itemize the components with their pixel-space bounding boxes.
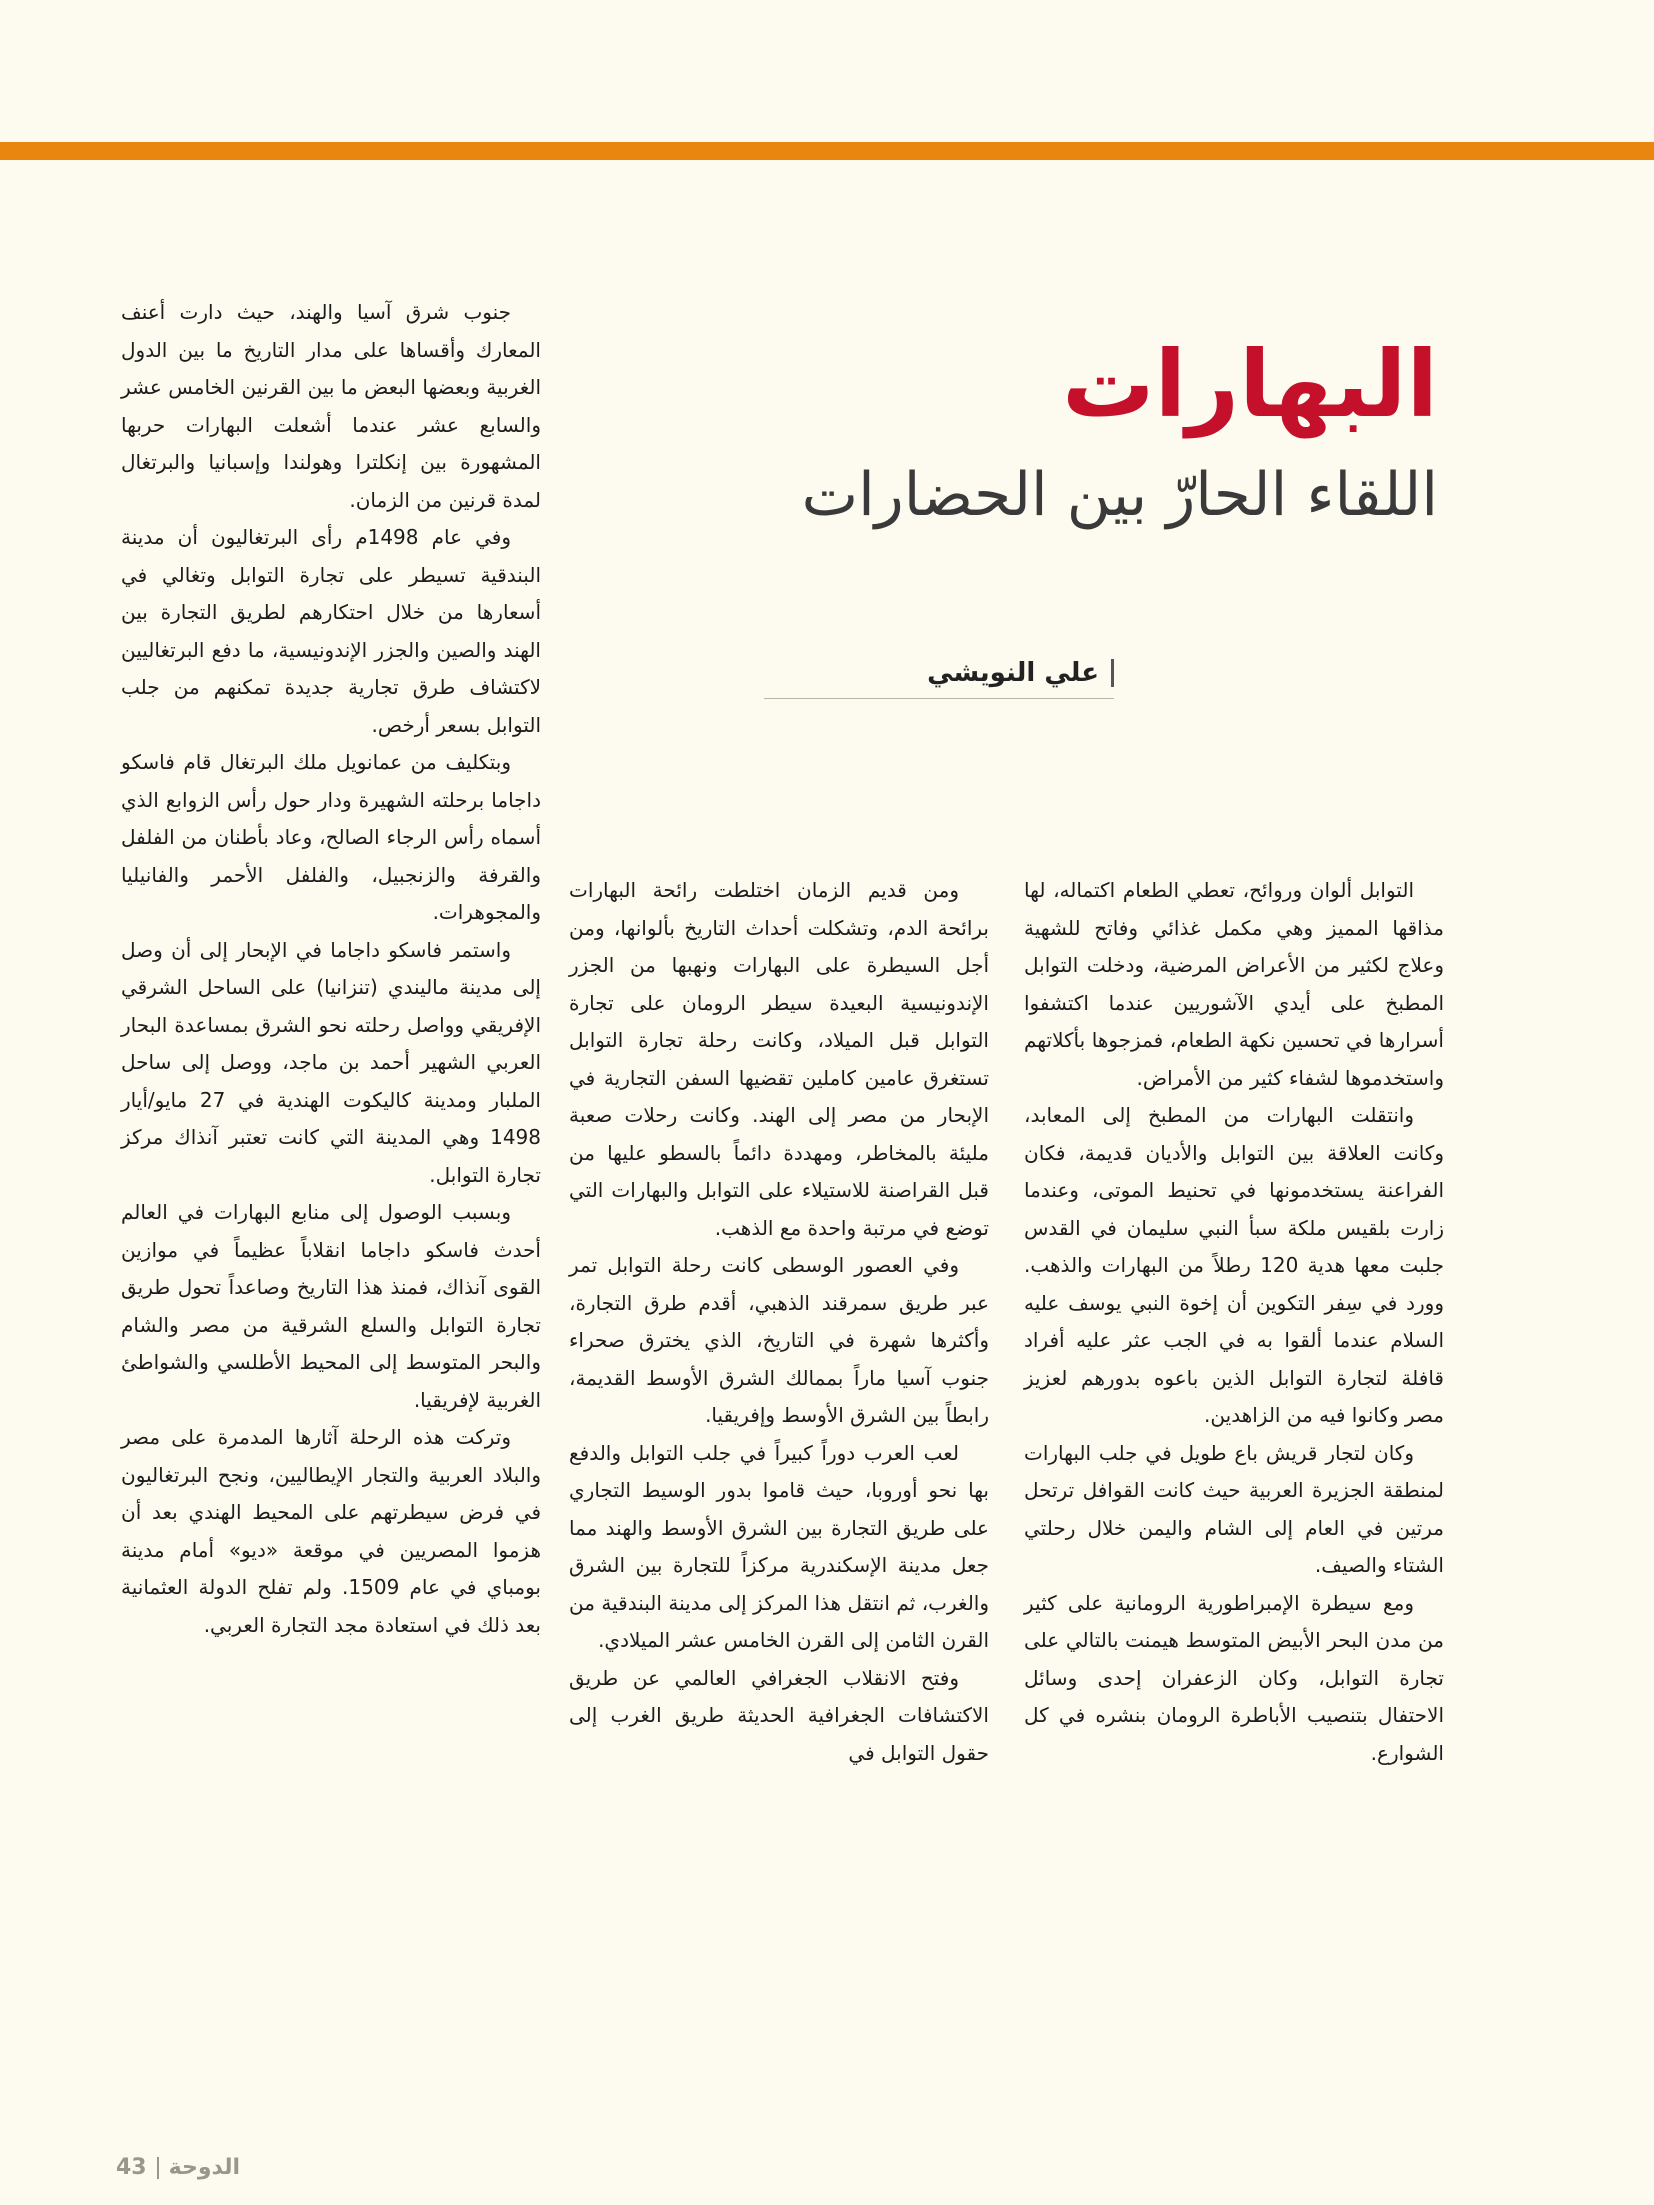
paragraph: التوابل ألوان وروائح، تعطي الطعام اكتماله، لها مذاقها المميز وهي مكمل غذائي وفاتح للشهية وعلاج لكثير من الأعراض المرضية، ودخلت التوابل المطبخ على أيدي الآشوريين عندما اكتشفوا أسرارها في تحسين نكهة الطعام، فمزجوها بأكلاتهم واستخدموها لشفاء كثير من الأمراض.: [1024, 878, 1444, 1090]
page-number: 43: [116, 2155, 147, 2180]
text-column-middle: [569, 872, 989, 1772]
author-name: علي النويشي: [927, 658, 1099, 688]
paragraph: وبتكليف من عمانويل ملك البرتغال قام فاسكو داجاما برحلته الشهيرة ودار حول رأس الزوابع الذي أسماه رأس الرجاء الصالح، وعاد بأطنان من الفلفل والقرفة والزنجبيل، والفلفل الأحمر والفانيليا والمجوهرات.: [121, 750, 541, 924]
byline-divider: [1111, 659, 1114, 687]
paragraph: لعب العرب دوراً كبيراً في جلب التوابل والدفع بها نحو أوروبا، حيث قاموا بدور الوسيط التجاري على طريق التجارة بين الشرق الأوسط والهند مما جعل مدينة الإسكندرية مركزاً للتجارة بين الشرق والغرب، ثم انتقل هذا المركز إلى مدينة البندقية من القرن الثامن إلى القرن الخامس عشر الميلادي.: [569, 1440, 989, 1652]
article-title: البهارات: [1062, 331, 1438, 438]
magazine-name: الدوحة: [168, 2155, 241, 2180]
paragraph: واستمر فاسكو داجاما في الإبحار إلى أن وصل إلى مدينة ماليندي (تنزانيا) على الساحل الشرقي الإفريقي وواصل رحلته نحو الشرق بمساعدة البحار العربي الشهير أحمد بن ماجد، ووصل إلى ساحل الملبار ومدينة كاليكوت الهندية في 27 مايو/أيار 1498 وهي المدينة التي كانت تعتبر آنذاك مركز تجارة التوابل.: [121, 937, 541, 1187]
top-accent-rule: [0, 142, 1654, 160]
paragraph: وبسبب الوصول إلى منابع البهارات في العالم أحدث فاسكو داجاما انقلاباً عظيماً في موازين القوى آنذاك، فمنذ هذا التاريخ وصاعداً تحول طريق تجارة التوابل والسلع الشرقية من مصر والشام والبحر المتوسط إلى المحيط الأطلسي والشواطئ الغربية لإفريقيا.: [121, 1200, 541, 1412]
paragraph: وانتقلت البهارات من المطبخ إلى المعابد، وكانت العلاقة بين التوابل والأديان قديمة، فكان الفراعنة يستخدمونها في تحنيط الموتى، وعندما زارت بلقيس ملكة سبأ النبي سليمان في القدس جلبت معها هدية 120 رطلاً من البهارات والذهب. وورد في سِفر التكوين أن إخوة النبي يوسف عليه السلام عندما ألقوا به في الجب عثر عليه أفراد قافلة لتجارة التوابل الذين باعوه بدورهم لعزيز مصر وكانوا فيه من الزاهدين.: [1024, 1103, 1444, 1427]
paragraph: ومع سيطرة الإمبراطورية الرومانية على كثير من مدن البحر الأبيض المتوسط هيمنت بالتالي على تجارة التوابل، وكان الزعفران إحدى وسائل الاحتفال بتنصيب الأباطرة الرومان بنشره في كل الشوارع.: [1024, 1590, 1444, 1765]
paragraph: جنوب شرق آسيا والهند، حيث دارت أعنف المعارك وأقساها على مدار التاريخ ما بين الدول الغربية وبعضها البعض ما بين القرنين الخامس عشر والسابع عشر عندما أشعلت البهارات حربها المشهورة بين إنكلترا وهولندا وإسبانيا والبرتغال لمدة قرنين من الزمان.: [121, 300, 541, 512]
paragraph: وتركت هذه الرحلة آثارها المدمرة على مصر والبلاد العربية والتجار الإيطاليين، ونجح البرتغاليون في فرض سيطرتهم على المحيط الهندي بعد أن هزموا المصريين في موقعة «ديو» أمام مدينة بومباي في عام 1509. ولم تفلح الدولة العثمانية بعد ذلك في استعادة مجد التجارة العربي.: [121, 1425, 541, 1637]
text-column-left: [121, 294, 541, 1644]
paragraph: وفتح الانقلاب الجغرافي العالمي عن طريق الاكتشافات الجغرافية الحديثة طريق الغرب إلى حقول التوابل في: [569, 1665, 989, 1765]
paragraph: وفي عام 1498م رأى البرتغاليون أن مدينة البندقية تسيطر على تجارة التوابل وتغالي في أسعارها من خلال احتكارهم لطريق التجارة بين الهند والصين والجزر الإندونيسية، ما دفع البرتغاليين لاكتشاف طرق تجارية جديدة تمكنهم من جلب التوابل بسعر أرخص.: [121, 525, 541, 737]
article-subtitle: اللقاء الحارّ بين الحضارات: [801, 460, 1438, 530]
paragraph: ومن قديم الزمان اختلطت رائحة البهارات برائحة الدم، وتشكلت أحداث التاريخ بألوانها، ومن أجل السيطرة على البهارات ونهبها من الجزر الإندونيسية البعيدة سيطر الرومان على تجارة التوابل قبل الميلاد، وكانت رحلة تجارة التوابل تستغرق عامين كاملين تقضيها السفن التجارية في الإبحار من مصر إلى الهند. وكانت رحلات صعبة مليئة بالمخاطر، ومهددة دائماً بالسطو عليها من قبل القراصنة للاستيلاء على التوابل والبهارات التي توضع في مرتبة واحدة مع الذهب.: [569, 878, 989, 1240]
footer-divider: [157, 2157, 159, 2179]
page-footer: [116, 2155, 240, 2180]
paragraph: وكان لتجار قريش باع طويل في جلب البهارات لمنطقة الجزيرة العربية حيث كانت القوافل ترتحل مرتين في العام إلى الشام واليمن خلال رحلتي الشتاء والصيف.: [1024, 1440, 1444, 1577]
paragraph: وفي العصور الوسطى كانت رحلة التوابل تمر عبر طريق سمرقند الذهبي، أقدم طرق التجارة، وأكثرها شهرة في التاريخ، الذي يخترق صحراء جنوب آسيا ماراً بممالك الشرق الأوسط القديمة، رابطاً بين الشرق الأوسط وإفريقيا.: [569, 1253, 989, 1427]
byline: [764, 658, 1114, 699]
text-column-right: [1024, 872, 1444, 1772]
